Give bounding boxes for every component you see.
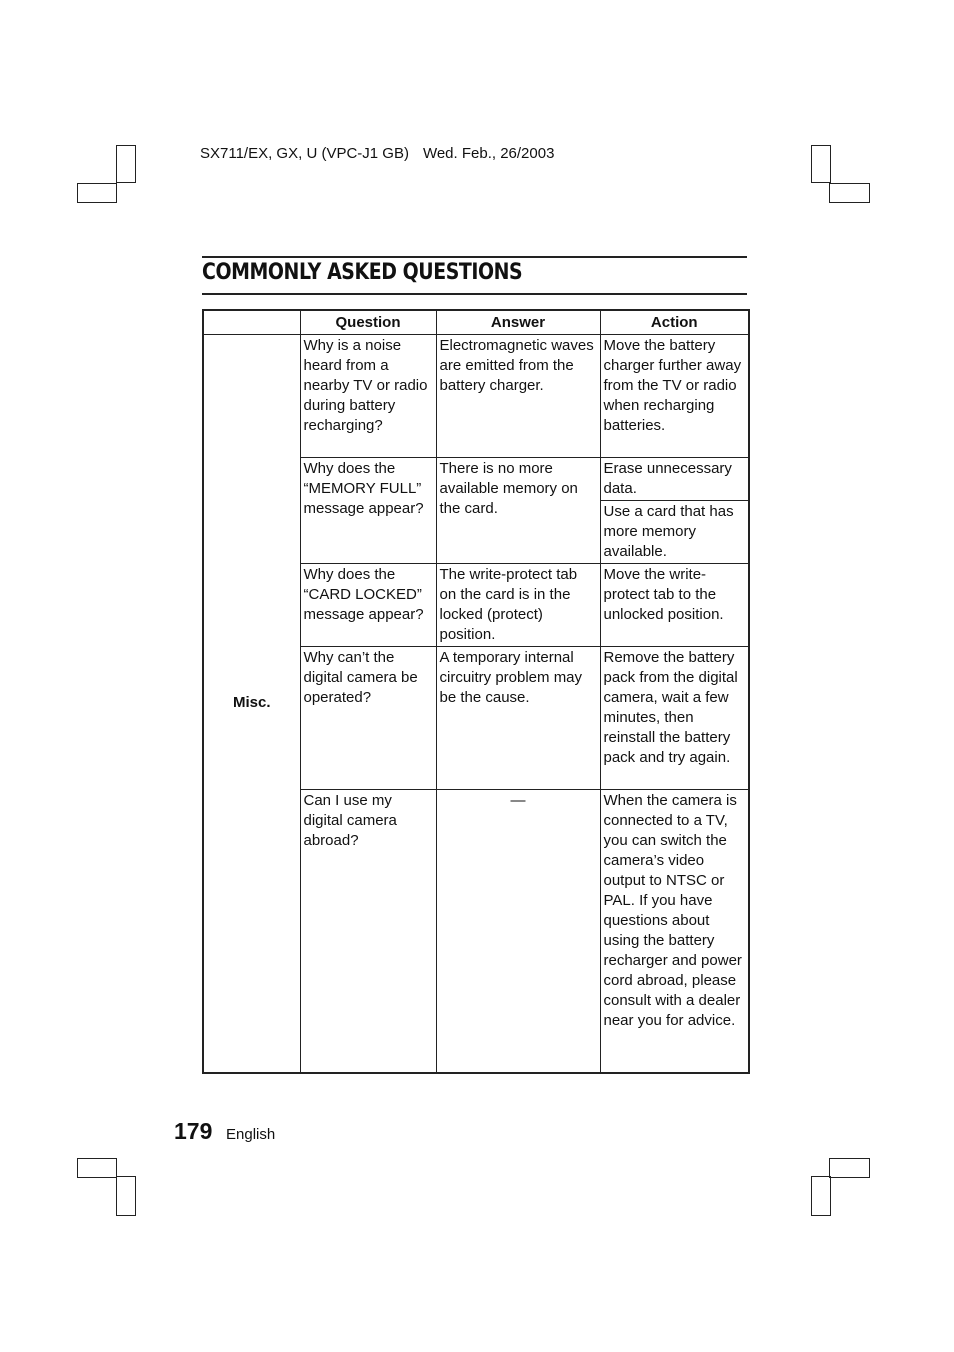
crop-mark-bottom-left-vertical [116,1176,136,1216]
print-date: Wed. Feb., 26/2003 [422,145,555,162]
category-cell: Misc. [203,335,300,1073]
print-header [200,145,554,162]
page-number: 179 [174,1118,213,1144]
model-code: SX711/EX, GX, U (VPC-J1 GB) [200,145,409,162]
column-header-category [203,310,300,335]
answer-cell: — [436,790,600,1073]
crop-mark-top-right-vertical [811,145,831,183]
table-row [203,335,749,458]
action-cell: Move the write-protect tab to the unlocked position. [600,564,749,647]
column-header-question: Question [300,310,436,335]
page-title: COMMONLY ASKED QUESTIONS [202,260,523,285]
column-header-action: Action [600,310,749,335]
answer-cell: There is no more available memory on the card. [436,458,600,564]
action-cell: Move the battery charger further away from the TV or radio when recharging batteries. [600,335,749,458]
answer-cell: A temporary internal circuitry problem may be the cause. [436,647,600,790]
title-bottom-rule [202,293,747,295]
question-cell: Why can’t the digital camera be operated? [300,647,436,790]
column-header-answer: Answer [436,310,600,335]
question-cell: Why does the “MEMORY FULL” message appear? [300,458,436,564]
crop-mark-top-left-vertical [116,145,136,183]
footer-language: English [226,1126,276,1143]
crop-mark-top-right-horizontal [829,183,870,203]
answer-cell: The write-protect tab on the card is in the locked (protect) position. [436,564,600,647]
faq-table [202,309,750,1074]
table-header-row [203,310,749,335]
action-cell: Erase unnecessary data. [600,458,749,501]
question-cell: Can I use my digital camera abroad? [300,790,436,1073]
action-cell: Remove the battery pack from the digital camera, wait a few minutes, then reinstall the battery pack and try again. [600,647,749,790]
crop-mark-bottom-right-vertical [811,1176,831,1216]
action-cell: Use a card that has more memory available. [600,501,749,564]
crop-mark-bottom-left-horizontal [77,1158,117,1178]
crop-mark-top-left-horizontal [77,183,117,203]
question-cell: Why is a noise heard from a nearby TV or radio during battery recharging? [300,335,436,458]
crop-mark-bottom-right-horizontal [829,1158,870,1178]
answer-cell: Electromagnetic waves are emitted from the battery charger. [436,335,600,458]
question-cell: Why does the “CARD LOCKED” message appear? [300,564,436,647]
title-top-rule [202,256,747,258]
action-cell: When the camera is connected to a TV, you can switch the camera’s video output to NTSC or PAL. If you have questions about using the battery recharger and power cord abroad, please consult with a dealer near you for advice. [600,790,749,1073]
